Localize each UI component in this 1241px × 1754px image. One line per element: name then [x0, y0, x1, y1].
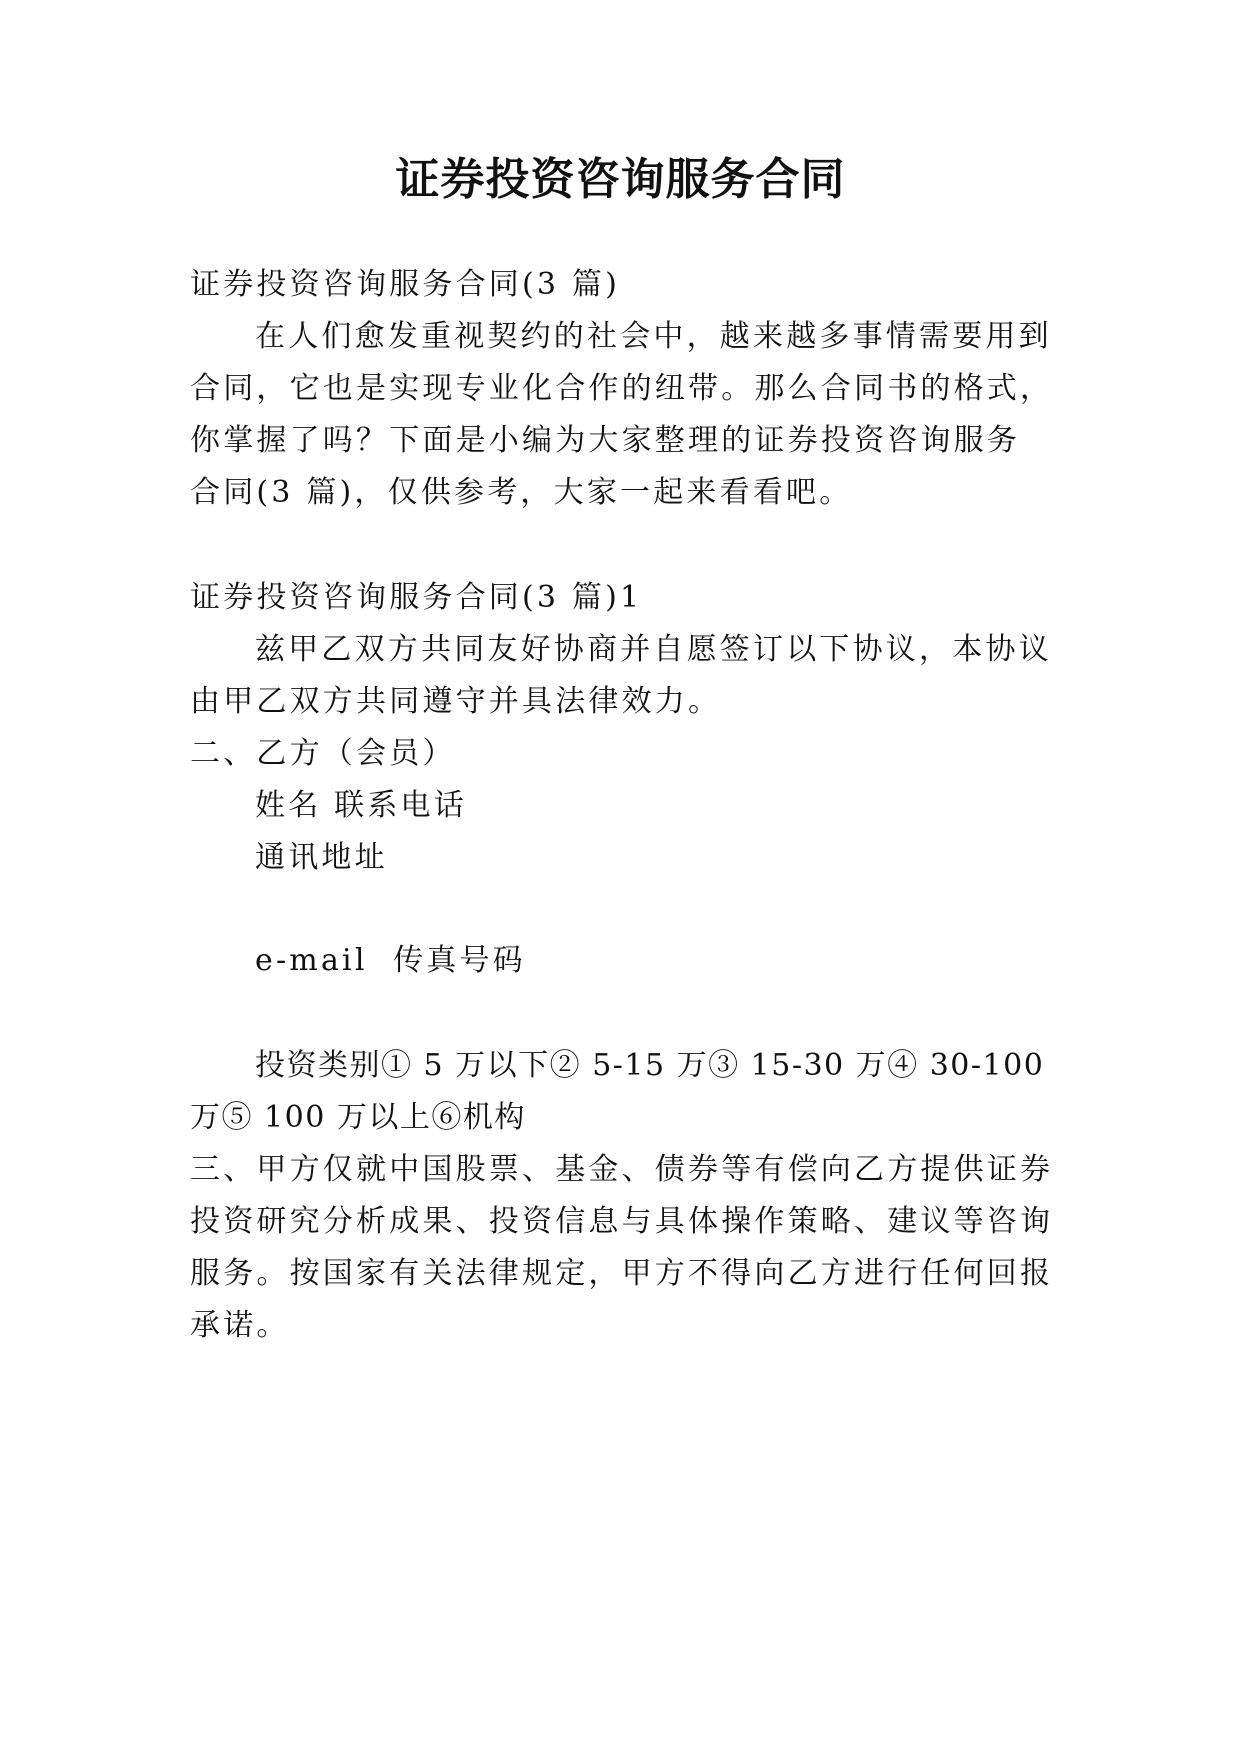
section-heading-1: 证券投资咨询服务合同(3 篇)1 — [190, 580, 643, 615]
intro-line-1: 在人们愈发重视契约的社会中，越来越多事情需要用到 — [255, 319, 1052, 354]
clause-three-line-4: 承诺。 — [190, 1308, 290, 1343]
intro-line-4: 合同(3 篇)，仅供参考，大家一起来看看吧。 — [190, 475, 853, 510]
email-fax-field: e-mail 传真号码 — [255, 943, 526, 978]
document-title: 证券投资咨询服务合同 — [395, 154, 846, 205]
investment-category-line-2: 万⑤ 100 万以上⑥机构 — [190, 1100, 526, 1135]
intro-line-2: 合同，它也是实现专业化合作的纽带。那么合同书的格式， — [190, 371, 1054, 406]
agreement-line-2: 由甲乙双方共同遵守并具法律效力。 — [190, 684, 722, 719]
address-field: 通讯地址 — [255, 840, 388, 875]
party-b-heading: 二、乙方（会员） — [190, 736, 456, 771]
intro-line-3: 你掌握了吗？下面是小编为大家整理的证券投资咨询服务 — [190, 423, 1020, 458]
agreement-line-1: 兹甲乙双方共同友好协商并自愿签订以下协议，本协议 — [255, 632, 1052, 667]
clause-three-line-2: 投资研究分析成果、投资信息与具体操作策略、建议等咨询 — [190, 1204, 1054, 1239]
clause-three-line-1: 三、甲方仅就中国股票、基金、债券等有偿向乙方提供证券 — [190, 1152, 1054, 1187]
investment-category-line-1: 投资类别① 5 万以下② 5-15 万③ 15-30 万④ 30-100 — [255, 1048, 1045, 1083]
subtitle-line: 证券投资咨询服务合同(3 篇) — [190, 267, 621, 302]
name-phone-field: 姓名 联系电话 — [255, 788, 467, 823]
clause-three-line-3: 服务。按国家有关法律规定，甲方不得向乙方进行任何回报 — [190, 1256, 1054, 1291]
